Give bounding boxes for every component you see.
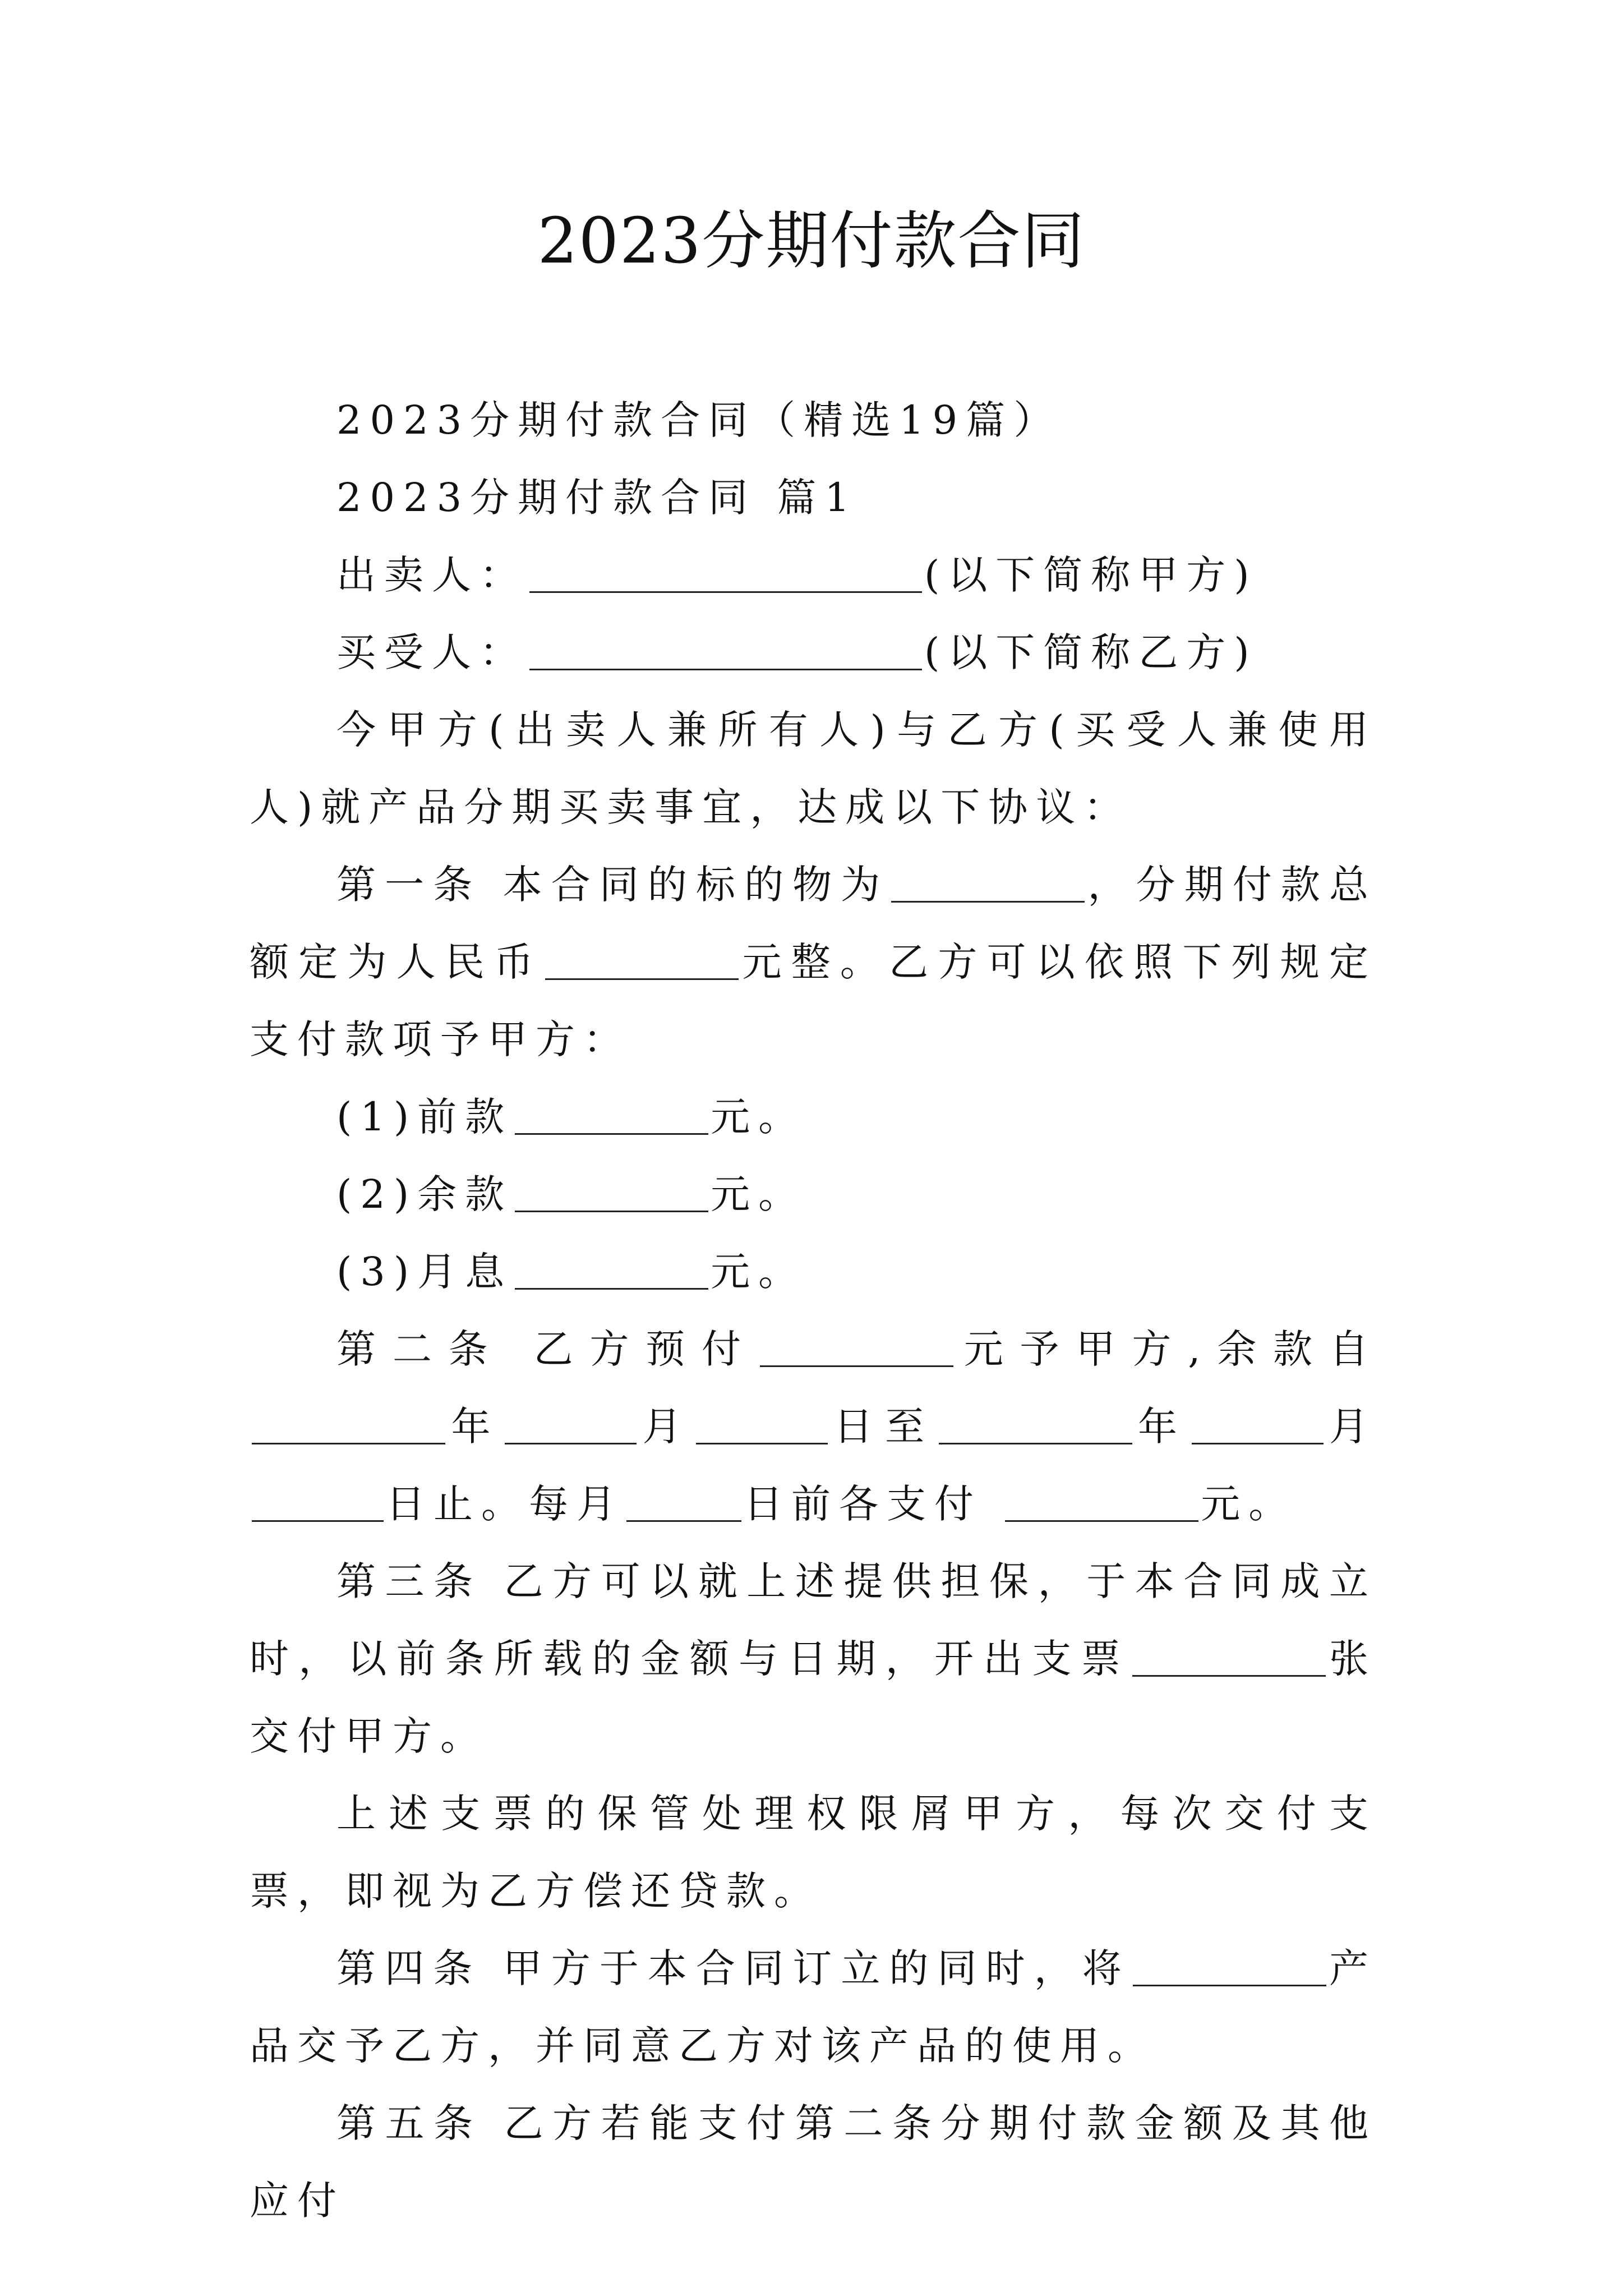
article-3-text-a: 第三条 乙方可以就上述提供担保，于本合同成立时，以前条所载的金额与日期，开出支票 [250,1558,1377,1682]
article-2 [250,1310,1377,1543]
article-1-text-b: ，分期付款总额定为人民币 [250,862,1377,985]
article-2-text-a: 第二条 乙方预付 [336,1326,758,1372]
item-label: (2)余款 [336,1171,513,1217]
cheque-count-blank [1132,1636,1326,1677]
seller-label: 出卖人： [336,552,527,598]
article-1-text-c: 元整。乙方可以依照下列规定支付款项予甲方： [250,939,1377,1062]
buyer-label: 买受人： [336,629,527,675]
prepay-blank [760,1326,953,1367]
article-1-text-a: 第一条 本合同的标的物为 [336,862,889,908]
item-down-payment [250,1078,1377,1156]
item-unit: 元。 [711,1171,806,1217]
product-blank [1133,1945,1326,1986]
seller-blank [529,552,922,593]
seller-suffix: (以下简称甲方) [924,552,1258,598]
document-title: 2023分期付款合同 [537,205,1086,278]
article-3-text-b: 张交付甲方。 [250,1636,1377,1759]
article-1 [250,846,1377,1078]
yuan-label: 元。 [1201,1481,1297,1527]
end-month-blank [1192,1404,1324,1444]
item-unit: 元。 [711,1094,806,1140]
buyer-suffix: (以下简称乙方) [924,629,1258,675]
subject-blank [891,862,1085,903]
end-day-blank [252,1481,384,1522]
monthly-amount-blank [1005,1481,1198,1522]
each-pay-label: 日前各支付 [744,1481,982,1527]
article-5: 第五条 乙方若能支付第二条分期付款金额及其他应付 [250,2100,1377,2224]
item-label: (1)前款 [336,1094,513,1140]
monthly-interest-blank [515,1249,708,1290]
day-end-label: 日止。每月 [386,1481,624,1527]
article-4-text-b: 产品交予乙方，并同意乙方对该产品的使用。 [250,1945,1377,2069]
month-label: 月 [639,1404,694,1450]
intro-paragraph: 今甲方(出卖人兼所有人)与乙方(买受人兼使用人)就产品分期买卖事宜，达成以下协议： [250,707,1377,830]
buyer-blank [529,629,922,670]
year-label: 年 [1134,1404,1189,1450]
start-year-blank [252,1404,445,1444]
item-balance [250,1156,1377,1233]
balance-blank [515,1171,708,1212]
seller-line [250,536,1377,614]
year-label: 年 [448,1404,502,1450]
month-label: 月 [1325,1404,1377,1450]
monthly-day-blank [626,1481,741,1522]
down-payment-blank [515,1094,708,1135]
document-body [250,381,1377,2239]
buyer-line [250,614,1377,691]
start-month-blank [505,1404,637,1444]
subtitle: 2023分期付款合同（精选19篇） [336,397,1062,443]
article-4-text-a: 第四条 甲方于本合同订立的同时，将 [336,1945,1131,1991]
total-amount-blank [545,939,739,980]
article-3-note: 上述支票的保管处理权限屑甲方，每次交付支票，即视为乙方偿还贷款。 [250,1791,1377,1914]
start-day-blank [696,1404,828,1444]
end-year-blank [939,1404,1132,1444]
section-heading: 2023分期付款合同 篇1 [336,475,858,521]
item-label: (3)月息 [336,1249,513,1295]
article-2-text-b: 元予甲方,余款自 [956,1326,1377,1372]
day-to-label: 日至 [830,1404,937,1450]
item-monthly-interest [250,1233,1377,1310]
article-4 [250,1930,1377,2085]
item-unit: 元。 [711,1249,806,1295]
article-3 [250,1543,1377,1775]
